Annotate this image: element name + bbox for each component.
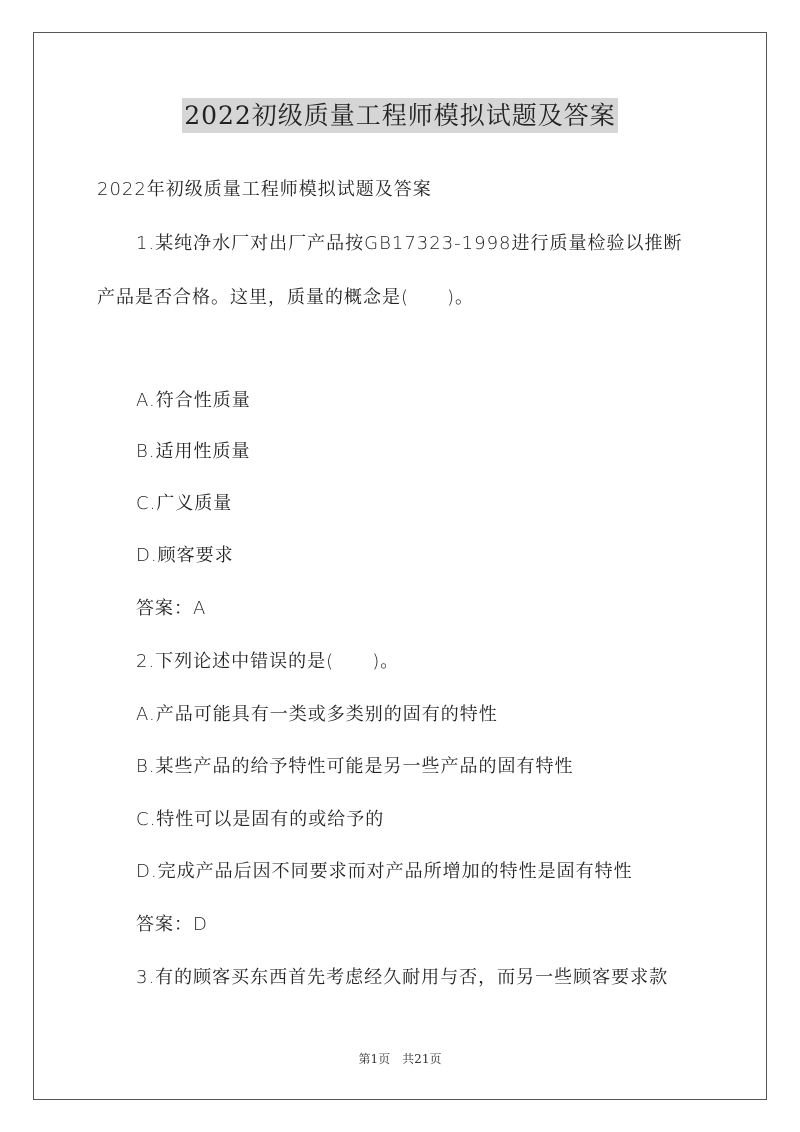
question-1-answer: 答案：A	[136, 598, 207, 619]
question-2-option-b: B.某些产品的给予特性可能是另一些产品的固有特性	[136, 756, 574, 777]
question-1-option-c: C.广义质量	[136, 493, 233, 514]
question-3-stem-line-1: 3.有的顾客买东西首先考虑经久耐用与否，而另一些顾客要求款	[136, 967, 669, 988]
question-2-answer: 答案：D	[136, 914, 208, 935]
question-1-stem-line-1: 1.某纯净水厂对出厂产品按GB17323-1998进行质量检验以推断	[136, 233, 683, 254]
document-title-wrap	[0, 96, 800, 132]
question-1-option-d: D.顾客要求	[136, 545, 234, 566]
page-footer: 第1页 共21页	[358, 1052, 442, 1066]
question-2-stem: 2.下列论述中错误的是( )。	[136, 651, 400, 672]
question-2-option-c: C.特性可以是固有的或给予的	[136, 809, 385, 830]
document-title: 2022初级质量工程师模拟试题及答案	[182, 98, 618, 133]
question-1-stem-line-2: 产品是否合格。这里，质量的概念是( )。	[97, 287, 475, 308]
question-1-option-a: A.符合性质量	[136, 390, 251, 411]
question-1-option-b: B.适用性质量	[136, 441, 251, 462]
document-subtitle: 2022年初级质量工程师模拟试题及答案	[97, 179, 432, 200]
question-2-option-a: A.产品可能具有一类或多类别的固有的特性	[136, 704, 498, 725]
question-2-option-d: D.完成产品后因不同要求而对产品所增加的特性是固有特性	[136, 861, 633, 882]
